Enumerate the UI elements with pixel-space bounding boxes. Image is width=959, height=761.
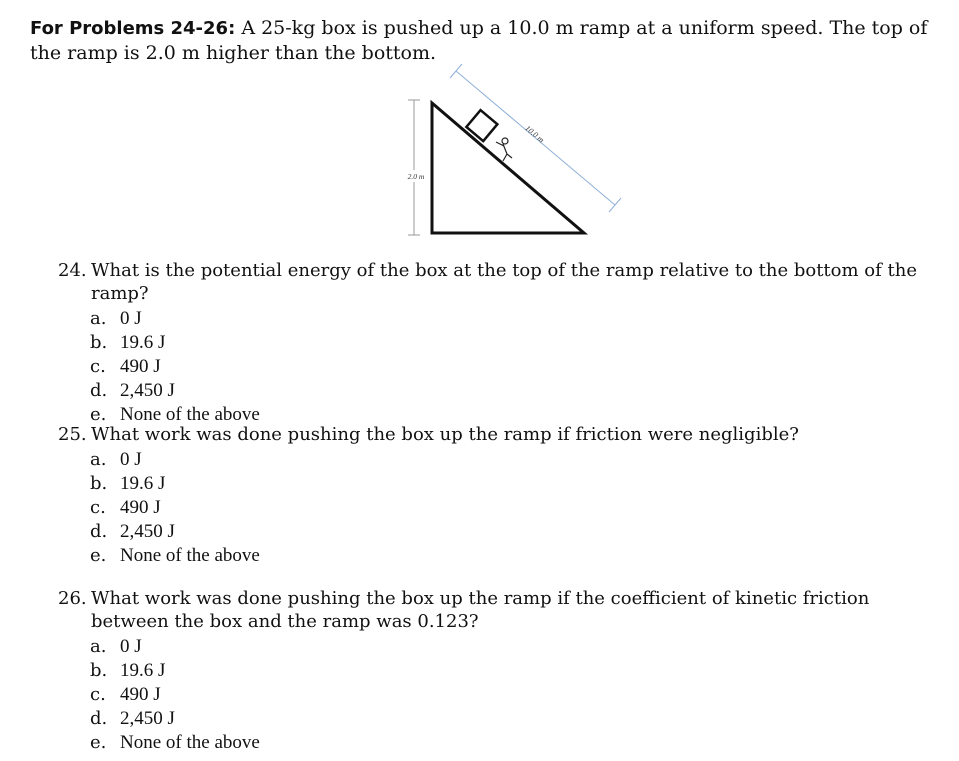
- choice-e: e. None of the above: [90, 545, 260, 566]
- choice-d: d. 2,450 J: [90, 521, 175, 542]
- choice-b: b. 19.6 J: [90, 660, 166, 681]
- choice-d: d. 2,450 J: [90, 380, 175, 401]
- choice-list: [90, 448, 938, 568]
- ramp-diagram: [395, 58, 635, 238]
- question-text: What work was done pushing the box up the ramp if the coefficient of kinetic friction between the box and the ramp was 0.123?: [91, 588, 870, 632]
- height-label: 2.0 m: [407, 172, 425, 181]
- choice-a: a. 0 J: [90, 308, 142, 329]
- choice-a: a. 0 J: [90, 636, 142, 657]
- question-number: 25.: [58, 424, 87, 445]
- choice-e: e. None of the above: [90, 404, 260, 425]
- intro-label: For Problems 24-26:: [30, 18, 236, 39]
- choice-a: a. 0 J: [90, 449, 142, 470]
- choice-b: b. 19.6 J: [90, 473, 166, 494]
- problem-24: [58, 259, 938, 427]
- person-pushing-icon: [496, 138, 512, 161]
- choice-e: e. None of the above: [90, 732, 260, 753]
- question-text: What is the potential energy of the box at the top of the ramp relative to the bottom of the ramp?: [91, 260, 917, 304]
- question-text: What work was done pushing the box up the ramp if friction were negligible?: [91, 424, 799, 445]
- question-number: 26.: [58, 588, 87, 609]
- choice-c: c. 490 J: [90, 497, 161, 518]
- length-label: 10.0 m: [523, 123, 546, 145]
- intro-text: A 25-kg box is pushed up a 10.0 m ramp at a uniform speed. The top of the ramp is 2.0 m higher than the bottom.: [30, 17, 928, 64]
- choice-b: b. 19.6 J: [90, 332, 166, 353]
- choice-d: d. 2,450 J: [90, 708, 175, 729]
- problem-26: [58, 587, 938, 755]
- choice-list: [90, 635, 938, 755]
- choice-c: c. 490 J: [90, 684, 161, 705]
- ramp-triangle: [432, 103, 584, 233]
- problem-25: [58, 423, 938, 568]
- question-number: 24.: [58, 260, 87, 281]
- choice-c: c. 490 J: [90, 356, 161, 377]
- choice-list: [90, 307, 938, 427]
